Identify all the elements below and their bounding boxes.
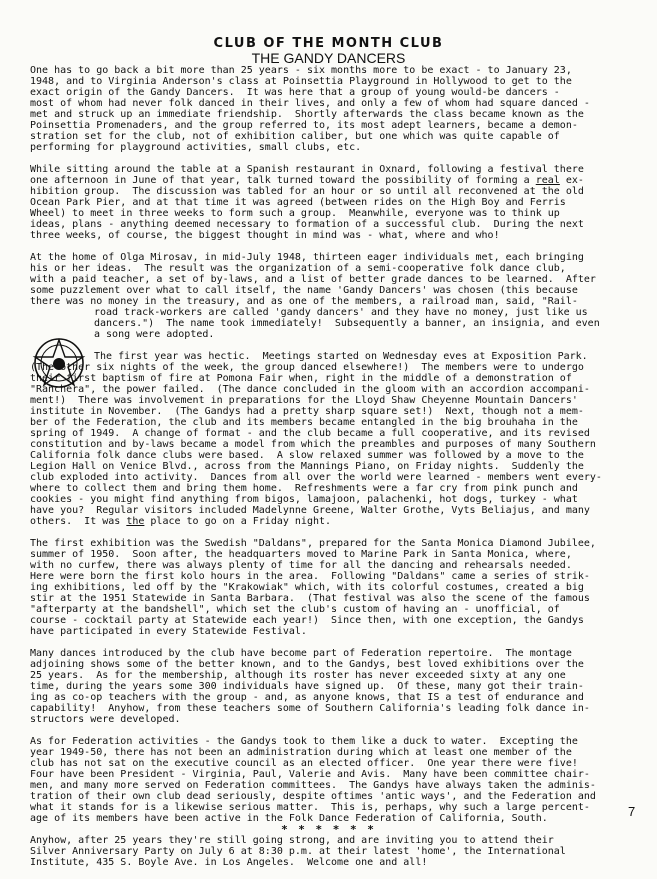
text-fragment: place to go on a Friday night. — [144, 516, 332, 527]
text-line — [30, 373, 642, 384]
text-line: Anyhow, after 25 years they're still going strong, and are inviting you to attend their — [30, 835, 554, 846]
text-fragment: have you? Regular visitors included Madelynne Greene, Walter Grothe, Vyts Beliajus, and many — [30, 505, 590, 516]
text-fragment: Wheel) to meet in three weeks to form such a group. Meanwhile, everyone was to think up — [30, 208, 560, 219]
text-fragment: ideas, plans - anything deemed necessary to formation of a successful club. During the next — [30, 219, 584, 230]
text-fragment: Ocean Park Pier, and at that time it was agreed (between rides on the High Boy and Ferris — [30, 197, 566, 208]
paragraph-repertoire — [30, 648, 642, 725]
text-line: there was no money in the treasury, and as one of the members, a railroad man, said, "Rail- — [30, 296, 578, 307]
text-fragment: institute in November. (The Gandys had a pretty sharp square set!) Next, though not a mem- — [30, 406, 584, 417]
text-line: Four have been President - Virginia, Paul, Valerie and Avis. Many have been committee chair- — [30, 769, 590, 780]
page-number: 7 — [628, 804, 636, 819]
text-line — [30, 384, 642, 395]
text-line: "afterparty at the bandshell", which set the club's custom of having an - unofficial, of — [30, 604, 560, 615]
page-title: CLUB OF THE MONTH CLUB — [213, 36, 444, 51]
article-body — [30, 65, 642, 879]
text-line — [30, 395, 642, 406]
text-line — [30, 230, 642, 241]
text-line: stration set for the club, not of exhibition caliber, but one which was quite capable of — [30, 131, 560, 142]
paragraph-first-exhibition — [30, 538, 642, 637]
text-line — [30, 197, 642, 208]
text-line: ing as co-op teachers with the group - and, as anyone knows, that IS a test of endurance and — [30, 692, 584, 703]
text-line: have participated in every Statewide Festival. — [30, 626, 307, 637]
text-fragment: "Ranchera", the power failed. (The dance concluded in the gloom with an accordion accompani- — [30, 384, 590, 395]
text-line: some puzzlement over what to call itself, the name 'Gandy Dancers' was chosen (this because — [30, 285, 578, 296]
text-line: club has not sat on the executive council as an elected officer. One year there were five! — [30, 758, 578, 769]
text-fragment: constitution and by-laws became a model from which the preambles and purposes of many Southern — [30, 439, 596, 450]
text-line: year 1949-50, there has not been an administration during which at least one member of the — [30, 747, 572, 758]
paragraph-founding — [30, 252, 642, 340]
text-fragment: (The other six nights of the week, the group danced elsewhere!) The members were to undergo — [30, 362, 584, 373]
text-line — [30, 219, 642, 230]
text-line: structors were developed. — [30, 714, 181, 725]
text-line: age of its members have been active in the Folk Dance Federation of California, South. — [30, 813, 548, 824]
end-stars: * * * * * * — [281, 823, 376, 836]
text-line — [30, 439, 642, 450]
text-fragment: hibition group. The discussion was tabled for an hour or so until all reconvened at the old — [30, 186, 584, 197]
text-line: 25 years. As for the membership, although its roster has never exceeded sixty at any one — [30, 670, 566, 681]
text-fragment: While sitting around the table at a Spanish restaurant in Oxnard, following a festival there — [30, 164, 584, 175]
text-line: Silver Anniversary Party on July 6 at 8:30 p.m. at their latest 'home', the International — [30, 846, 566, 857]
text-fragment: ex- — [559, 175, 584, 186]
text-line: stir at the 1951 Statewide in Santa Barbara. (That festival was also the scene of the famous — [30, 593, 590, 604]
text-fragment: club exploded into activity. Dances from all over the world were learned - members went every- — [30, 472, 602, 483]
text-line: exact origin of the Gandy Dancers. It was here that a group of young would-be dancers - — [30, 87, 560, 98]
text-line — [30, 483, 642, 494]
text-line — [30, 175, 642, 186]
text-line — [30, 406, 642, 417]
paragraph-oxnard — [30, 164, 642, 241]
text-line — [30, 164, 642, 175]
text-line: Many dances introduced by the club have become part of Federation repertoire. The montage — [30, 648, 572, 659]
text-line: capability! Anyhow, from these teachers some of Southern California's leading folk dance in- — [30, 703, 590, 714]
text-line — [30, 208, 642, 219]
paragraph-federation — [30, 736, 642, 824]
text-line: time, during the years some 300 individuals have signed up. Of these, many got their train- — [30, 681, 584, 692]
paragraph-invitation — [30, 835, 642, 868]
text-fragment: ber of the Federation, the club and its members became entangled in the big brouhaha in the — [30, 417, 578, 428]
text-fragment: where to collect them and bring them home. Refreshments were a far cry from pink punch and — [30, 483, 578, 494]
text-line: summer of 1950. Soon after, the headquarters moved to Marine Park in Santa Monica, where, — [30, 549, 572, 560]
text-line: Here were born the first kolo hours in the area. Following "Daldans" came a series of strik- — [30, 571, 590, 582]
text-line: with no curfew, there was always plenty of time for all the dancing and rehearsals needed. — [30, 560, 572, 571]
text-line: adjoining shows some of the better known, and to the Gandys, best loved exhibitions over the — [30, 659, 584, 670]
text-line: The first exhibition was the Swedish "Daldans", prepared for the Santa Monica Diamond Jubilee, — [30, 538, 596, 549]
text-line: dancers.") The name took immediately! Subsequently a banner, an insignia, and even — [94, 318, 600, 329]
page-subtitle: THE GANDY DANCERS — [251, 50, 406, 66]
text-line: 1948, and to Virginia Anderson's class at Poinsettia Playground in Hollywood to get to the — [30, 76, 572, 87]
text-line: met and struck up an immediate friendship. Shortly afterwards the class became known as the — [30, 109, 584, 120]
text-fragment: one afternoon in June of that year, talk turned toward the possibility of forming a — [30, 175, 536, 186]
text-line — [30, 362, 642, 373]
underlined-word: the — [126, 516, 145, 527]
text-line: most of whom had never folk danced in their lives, and only a few of whom had square danced - — [30, 98, 590, 109]
text-line: One has to go back a bit more than 25 years - six months more to be exact - to January 23, — [30, 65, 572, 76]
text-line: what it stands for is a likewise serious matter. This is, perhaps, why such a large percent- — [30, 802, 590, 813]
text-line: tration of their own club dead seriously, despite oftimes 'antic ways', and the Federation and — [30, 791, 596, 802]
text-fragment: others. It was — [30, 516, 127, 527]
text-line — [30, 516, 642, 527]
text-line: road track-workers are called 'gandy dancers' and they have no money, just like us — [94, 307, 588, 318]
text-line — [30, 186, 642, 197]
underlined-word: real — [535, 175, 560, 186]
paragraph-first-year — [30, 351, 642, 527]
text-line: Institute, 435 S. Boyle Ave. in Los Angeles. Welcome one and all! — [30, 857, 428, 868]
text-line: with a paid teacher, a set of by-laws, and a list of better grade dances to be learned. After — [30, 274, 596, 285]
text-fragment: ment!) There was involvement in preparations for the Lloyd Shaw Cheyenne Mountain Dancers' — [30, 395, 578, 406]
text-line — [30, 505, 642, 516]
text-line — [30, 417, 642, 428]
text-line: ing exhibitions, led off by the "Krakowiak" which, with its colorful costumes, created a big — [30, 582, 584, 593]
text-line — [30, 472, 642, 483]
text-fragment: spring of 1949. A change of format - and the club became a full cooperative, and its revised — [30, 428, 590, 439]
text-fragment: California folk dance clubs were based. A slow relaxed summer was followed by a move to the — [30, 450, 584, 461]
text-line — [30, 450, 642, 461]
text-line — [30, 428, 642, 439]
text-line: The first year was hectic. Meetings started on Wednesday eves at Exposition Park. — [94, 351, 588, 362]
text-line: men, and many more served on Federation committees. The Gandys have always taken the adminis- — [30, 780, 596, 791]
text-line — [30, 461, 642, 472]
text-line: his or her ideas. The result was the organization of a semi-cooperative folk dance club, — [30, 263, 566, 274]
text-fragment: three weeks, of course, the biggest thought in mind was - what, where and who! — [30, 230, 500, 241]
text-line: performing for playground activities, small clubs, etc. — [30, 142, 362, 153]
text-line: As for Federation activities - the Gandys took to them like a duck to water. Excepting the — [30, 736, 578, 747]
paragraph-origin — [30, 65, 642, 153]
text-fragment: cookies - you might find anything from bigos, lamajoon, palachenki, hot dogs, turkey - what — [30, 494, 578, 505]
text-line: At the home of Olga Mirosav, in mid-July 1948, thirteen eager individuals met, each bringing — [30, 252, 584, 263]
text-line — [30, 494, 642, 505]
text-fragment: their first baptism of fire at Pomona Fair when, right in the middle of a demonstration of — [30, 373, 572, 384]
text-line: course - cocktail party at Statewide each year!) Since then, with one exception, the Gandys — [30, 615, 584, 626]
text-fragment: Legion Hall on Venice Blvd., across from the Mannings Piano, on Friday nights. Suddenly the — [30, 461, 584, 472]
text-line: Poinsettia Promenaders, and the group referred to, its most adept learners, became a demon- — [30, 120, 578, 131]
text-line: a song were adopted. — [94, 329, 215, 340]
